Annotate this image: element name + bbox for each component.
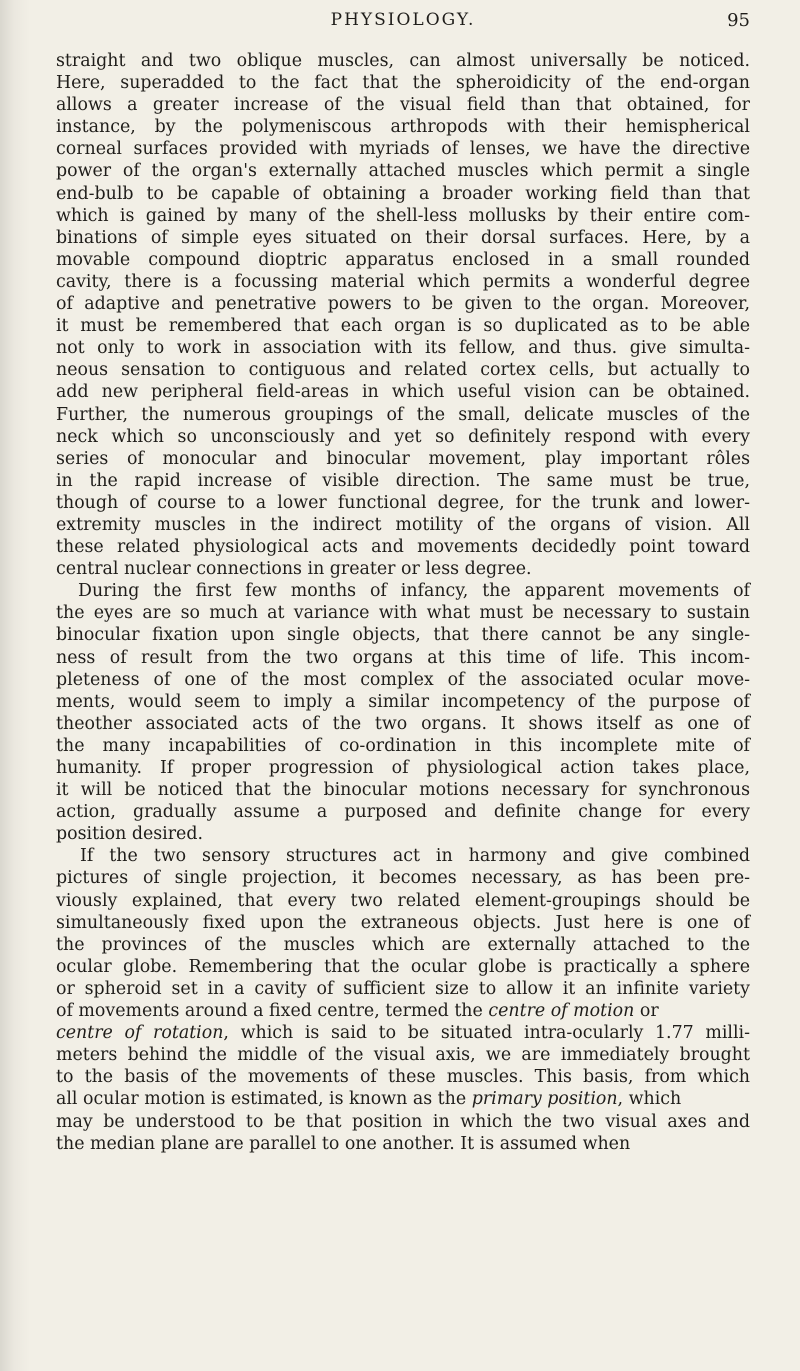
text-line: binations of simple eyes situated on their dorsal surfaces. Here, by a	[56, 227, 750, 248]
text-line: pleteness of one of the most complex of the associated ocular move-	[56, 669, 750, 690]
text-line: humanity. If proper progression of physiological action takes place,	[56, 758, 750, 778]
text-segment: all ocular motion is estimated, is known as the	[56, 1089, 467, 1110]
text-line: pictures of single projection, it becomes necessary, as has been pre-	[56, 868, 750, 889]
text-line: action, gradually assume a purposed and definite change for every	[56, 802, 750, 823]
text-line: If the two sensory structures act in harmony and give combined	[80, 846, 750, 867]
text-line: straight and two oblique muscles, can almost universally be noticed.	[56, 51, 750, 71]
text-line: the provinces of the muscles which are externally attached to the	[56, 934, 750, 955]
text-line: instance, by the polymeniscous arthropods with their hemispherical	[56, 117, 750, 138]
text-line: the median plane are parallel to one another. It is assumed when	[56, 1133, 631, 1154]
text-line: these related physiological acts and movements decidedly point toward	[56, 537, 750, 558]
text-line: may be understood to be that position in which the two visual axes and	[56, 1111, 750, 1132]
running-title: PHYSIOLOGY.	[330, 10, 476, 30]
text-line: meters behind the middle of the visual axis, we are immediately brought	[56, 1045, 750, 1066]
text-line: position desired.	[56, 824, 204, 845]
text-line	[56, 1022, 750, 1044]
text-line: or spheroid set in a cavity of sufficient size to allow it an infinite variety	[56, 978, 750, 999]
page-number: 95	[727, 10, 750, 31]
text-line	[56, 1000, 750, 1022]
text-line: allows a greater increase of the visual field than that obtained, for	[56, 95, 750, 116]
text-line: add new peripheral field-areas in which useful vision can be obtained.	[56, 382, 750, 403]
italic-term: centre of rotation	[56, 1023, 224, 1044]
text-line: neck which so unconsciously and yet so definitely respond with every	[56, 426, 750, 447]
text-segment: or	[639, 1001, 659, 1022]
text-line: it will be noticed that the binocular motions necessary for synchronous	[56, 780, 750, 801]
text-line: to the basis of the movements of these muscles. This basis, from which	[56, 1067, 750, 1088]
text-line: viously explained, that every two related element-groupings should be	[56, 890, 750, 911]
text-line: in the rapid increase of visible direction. The same must be true,	[56, 470, 750, 491]
text-line: the many incapabilities of co-ordination in this incomplete mite of	[56, 735, 750, 756]
text-line: During the first few months of infancy, the apparent movements of	[78, 581, 750, 602]
text-line: end-bulb to be capable of obtaining a broader working field than that	[56, 183, 750, 204]
text-line: the eyes are so much at variance with what must be necessary to sustain	[56, 603, 750, 624]
text-line: power of the organ's externally attached muscles which permit a single	[56, 161, 750, 182]
text-line: series of monocular and binocular movement, play important rôles	[56, 448, 750, 469]
text-line: though of course to a lower functional degree, for the trunk and lower-	[56, 492, 750, 513]
italic-term: primary position	[471, 1089, 618, 1110]
text-line: Here, superadded to the fact that the spheroidicity of the end-organ	[56, 73, 750, 94]
text-line: which is gained by many of the shell-less mollusks by their entire com-	[56, 205, 750, 226]
text-segment: of movements around a fixed centre, termed the	[56, 1001, 483, 1022]
text-line: corneal surfaces provided with myriads of lenses, we have the directive	[56, 139, 750, 160]
text-line: theother associated acts of the two organs. It shows itself as one of	[56, 713, 750, 734]
text-line: binocular fixation upon single objects, that there cannot be any single-	[56, 625, 750, 646]
text-line: cavity, there is a focussing material which permits a wonderful degree	[56, 271, 750, 292]
text-line: of adaptive and penetrative powers to be given to the organ. Moreover,	[56, 294, 750, 315]
text-line	[56, 1088, 750, 1110]
text-line: Further, the numerous groupings of the small, delicate muscles of the	[56, 404, 750, 425]
text-segment: , which	[617, 1089, 682, 1110]
text-line: extremity muscles in the indirect motility of the organs of vision. All	[56, 514, 750, 535]
running-head	[56, 10, 750, 36]
text-line: central nuclear connections in greater or less degree.	[56, 559, 532, 580]
text-segment: , which is said to be situated intra-ocularly 1.77 milli-	[223, 1023, 750, 1044]
text-line: ments, would seem to imply a similar incompetency of the purpose of	[56, 691, 750, 712]
text-line: not only to work in association with its fellow, and thus. give simulta-	[56, 338, 750, 359]
body-text	[56, 50, 750, 1155]
text-line: ness of result from the two organs at this time of life. This incom-	[56, 647, 750, 668]
text-line: movable compound dioptric apparatus enclosed in a small rounded	[56, 249, 750, 270]
italic-term: centre of motion	[488, 1001, 635, 1022]
text-line: ocular globe. Remembering that the ocular globe is practically a sphere	[56, 956, 750, 977]
text-line: neous sensation to contiguous and related cortex cells, but actually to	[56, 360, 750, 381]
text-line: simultaneously fixed upon the extraneous objects. Just here is one of	[56, 912, 750, 933]
text-line: it must be remembered that each organ is so duplicated as to be able	[56, 316, 750, 337]
